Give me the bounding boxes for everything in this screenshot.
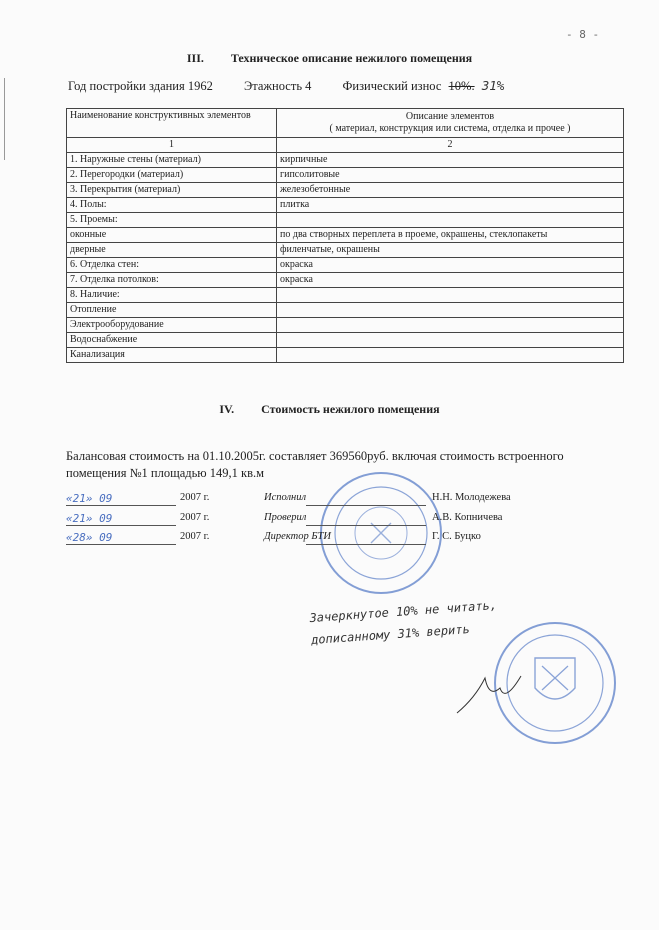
signature-row-checker [66,512,626,526]
page-number: - 8 - [566,28,600,41]
table-row [67,213,624,228]
wear-label: Физический износ [342,79,442,93]
row-value: плитка [277,198,624,213]
row-value: гипсолитовые [277,168,624,183]
row-value: по два створных переплета в проеме, окрашены, стеклопакеты [277,228,624,243]
row-name: Отопление [67,303,277,318]
signature-name: Г. С. Буцко [432,531,481,542]
table-row [67,153,624,168]
balance-text: Балансовая стоимость на 01.10.2005г. составляет 369560руб. включая стоимость встроенного помещения №1 площадью 149,1 кв.м [66,449,564,480]
signature-role: Проверил [264,512,307,523]
section-4-title: Стоимость нежилого помещения [261,402,440,416]
signature-line [306,512,426,526]
section-4-heading [0,402,659,417]
row-value [277,348,624,363]
row-name: 4. Полы: [67,198,277,213]
signature-line [306,492,426,506]
row-value: кирпичные [277,153,624,168]
building-info [68,78,628,94]
col-number-1: 1 [67,138,277,153]
row-name: дверные [67,243,277,258]
table-row [67,168,624,183]
margin-mark [4,78,11,160]
row-name: 5. Проемы: [67,213,277,228]
row-value: окраска [277,273,624,288]
signature-date: «21» 09 [66,512,176,526]
row-value [277,213,624,228]
row-name: 2. Перегородки (материал) [67,168,277,183]
row-name: Электрооборудование [67,318,277,333]
section-3-heading [0,51,659,66]
signature-year: 2007 г. [180,492,210,503]
wear-old-value: 10%. [448,79,475,93]
note-line-1: Зачеркнутое 10% не читать, [309,598,498,626]
construction-table [66,108,624,363]
header-col2 [277,109,624,138]
signature-date: «21» 09 [66,492,176,506]
year-built: Год постройки здания 1962 [68,79,213,93]
table-row [67,288,624,303]
signature-role: Директор БТИ [264,531,331,542]
row-value [277,288,624,303]
table-row [67,318,624,333]
signature-row-executor [66,492,626,506]
row-name: Водоснабжение [67,333,277,348]
table-row [67,183,624,198]
row-value: филенчатые, окрашены [277,243,624,258]
signature-year: 2007 г. [180,531,210,542]
row-name: 1. Наружные стены (материал) [67,153,277,168]
row-value [277,318,624,333]
table-row [67,273,624,288]
row-value [277,303,624,318]
row-name: 8. Наличие: [67,288,277,303]
table-row [67,198,624,213]
row-name: 3. Перекрытия (материал) [67,183,277,198]
section-3-number: III. [186,51,204,65]
wear-new-value: 31% [481,78,505,93]
signature-name: Н.Н. Молодежева [432,492,511,503]
col-number-2: 2 [277,138,624,153]
signature-line [306,531,426,545]
signature-row-director [66,531,626,545]
table-row [67,243,624,258]
header-col1: Наименование конструктивных элементов [67,109,277,138]
table-row [67,303,624,318]
row-name: Канализация [67,348,277,363]
signature-date: «28» 09 [66,531,176,545]
signature-role: Исполнил [264,492,307,503]
table-row [67,228,624,243]
row-name: 7. Отделка потолков: [67,273,277,288]
table-row [67,333,624,348]
table-row [67,258,624,273]
row-name: оконные [67,228,277,243]
row-value [277,333,624,348]
header-col2-line1: Описание элементов [405,111,495,122]
row-name: 6. Отделка стен: [67,258,277,273]
row-value: железобетонные [277,183,624,198]
section-3-title: Техническое описание нежилого помещения [230,51,473,65]
table-number-row [67,138,624,153]
signature-scribble-icon [455,668,525,718]
table-row [67,348,624,363]
table-header-row [67,109,624,138]
header-col2-line2: ( материал, конструкция или система, отделка и прочее ) [329,123,571,134]
row-value: окраска [277,258,624,273]
note-line-2: дописанному 31% верить [310,621,471,648]
signature-name: А.В. Копничева [432,512,503,523]
signature-year: 2007 г. [180,512,210,523]
section-4-number: IV. [219,402,235,416]
floors: Этажность 4 [244,79,312,93]
